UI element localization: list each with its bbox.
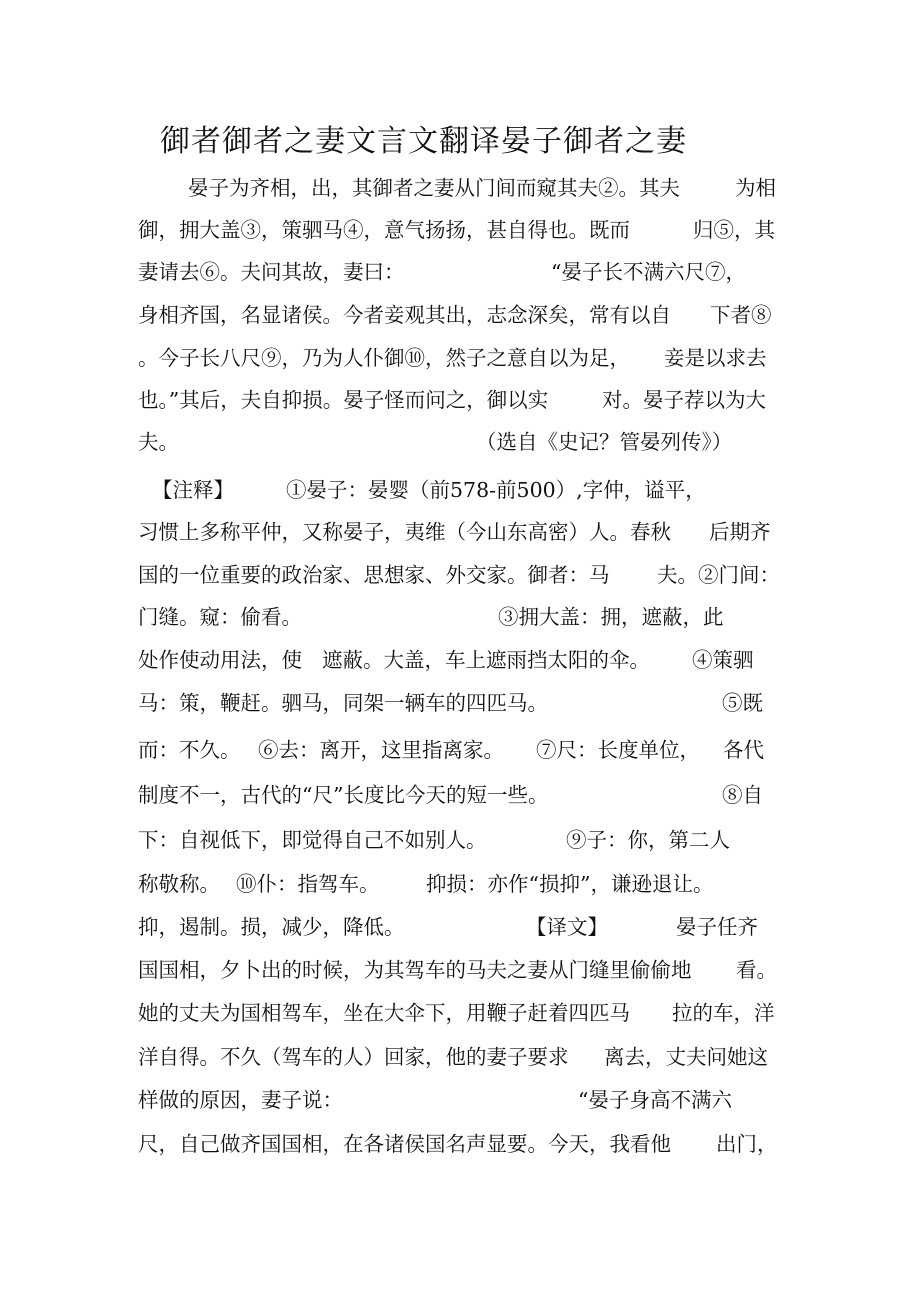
- text-segment: 下者⑧: [710, 303, 772, 327]
- text-segment: 遮蔽。大盖，车上遮雨挡太阳的伞。: [322, 648, 650, 672]
- section-heading-translation: 【译文】: [526, 915, 608, 939]
- text-segment: 出门，: [716, 1132, 778, 1156]
- text-segment: ⑥去：离开，这里指离家。: [258, 738, 504, 762]
- text-segment: ⑩仆：指驾车。: [236, 872, 380, 896]
- text-segment: 马：策，鞭赶。驷马，同架一辆车的四匹马。: [138, 691, 548, 715]
- text-segment: 洋自得。不久（驾车的人）回家，他的妻子要求: [138, 1045, 569, 1069]
- text-segment: “晏子长不满六尺⑦，: [551, 260, 746, 284]
- text-segment: 归⑤，其: [693, 218, 775, 242]
- text-segment: ⑧自: [722, 783, 763, 807]
- text-segment: 妾是以求去: [664, 346, 767, 370]
- text-segment: 拉的车，洋: [672, 1001, 775, 1025]
- text-segment: 离去，丈夫问她这: [604, 1045, 768, 1069]
- text-segment: 晏子任齐: [676, 915, 758, 939]
- text-segment: 她的丈夫为国相驾车，坐在大伞下，用鞭子赶着四匹马: [138, 1001, 630, 1025]
- text-segment: 妻请去⑥。夫问其故，妻曰：: [138, 260, 405, 284]
- text-segment: ⑨子：你，第二人: [566, 828, 730, 852]
- text-segment: 晏子为齐相，出，其御者之妻从门间而窥其夫②。其夫: [188, 176, 680, 200]
- text-segment: 抑损：亦作“损抑”，谦逊退让。: [426, 872, 714, 896]
- text-segment: ③拥大盖：拥，遮蔽，此: [498, 605, 724, 629]
- text-segment: 夫。②门间：: [657, 563, 780, 587]
- text-segment: 也。”其后，夫自抑损。晏子怪而问之，御以实: [138, 388, 549, 412]
- section-heading-notes: 【注释】: [152, 478, 234, 502]
- text-segment: 而：不久。: [138, 738, 241, 762]
- text-segment: 身相齐国，名显诸侯。今者妾观其出，志念深矣，常有以自: [138, 303, 671, 327]
- text-segment: 称敬称。: [138, 872, 220, 896]
- text-segment: ⑤既: [722, 691, 763, 715]
- text-segment: “晏子身高不满六: [578, 1088, 732, 1112]
- text-segment: 各代: [723, 738, 764, 762]
- text-segment: 国的一位重要的政治家、思想家、外交家。御者：马: [138, 563, 610, 587]
- text-segment: 为相: [735, 176, 776, 200]
- text-segment: 御，拥大盖③，策驷马④，意气扬扬，甚自得也。既而: [138, 218, 630, 242]
- document-title: 御者御者之妻文言文翻译晏子御者之妻: [160, 124, 687, 159]
- text-segment: 尺，自己做齐国国相，在各诸侯国名声显要。今天，我看他: [138, 1132, 671, 1156]
- text-segment: 国国相，夕卜出的时候，为其驾车的马夫之妻从门缝里偷偷地: [138, 958, 692, 982]
- text-segment: 对。晏子荐以为大: [602, 388, 766, 412]
- text-segment: ①晏子：晏婴（前578-前500）,字仲，谥平，: [286, 478, 706, 502]
- text-segment: 门缝。窥：偷看。: [138, 605, 302, 629]
- text-segment: 习惯上多称平仲，又称晏子，夷维（今山东高密）人。春秋: [138, 520, 671, 544]
- citation: （选自《史记？管晏列传》）: [476, 430, 733, 454]
- text-segment: 样做的原因，妻子说：: [138, 1088, 343, 1112]
- text-segment: 处作使动用法，使: [138, 648, 302, 672]
- text-segment: ④策驷: [692, 648, 754, 672]
- text-segment: 制度不一，古代的“尺”长度比今天的短一些。: [138, 783, 549, 807]
- text-segment: 。今子长八尺⑨，乃为人仆御⑩，然子之意自以为足，: [138, 346, 630, 370]
- text-segment: 后期齐: [709, 520, 771, 544]
- text-segment: 看。: [736, 958, 777, 982]
- text-segment: 下：自视低下，即觉得自己不如别人。: [138, 828, 487, 852]
- text-segment: 抑，遏制。损，减少，降低。: [138, 915, 405, 939]
- text-segment: 夫。: [138, 430, 179, 454]
- text-segment: ⑦尺：长度单位，: [536, 738, 700, 762]
